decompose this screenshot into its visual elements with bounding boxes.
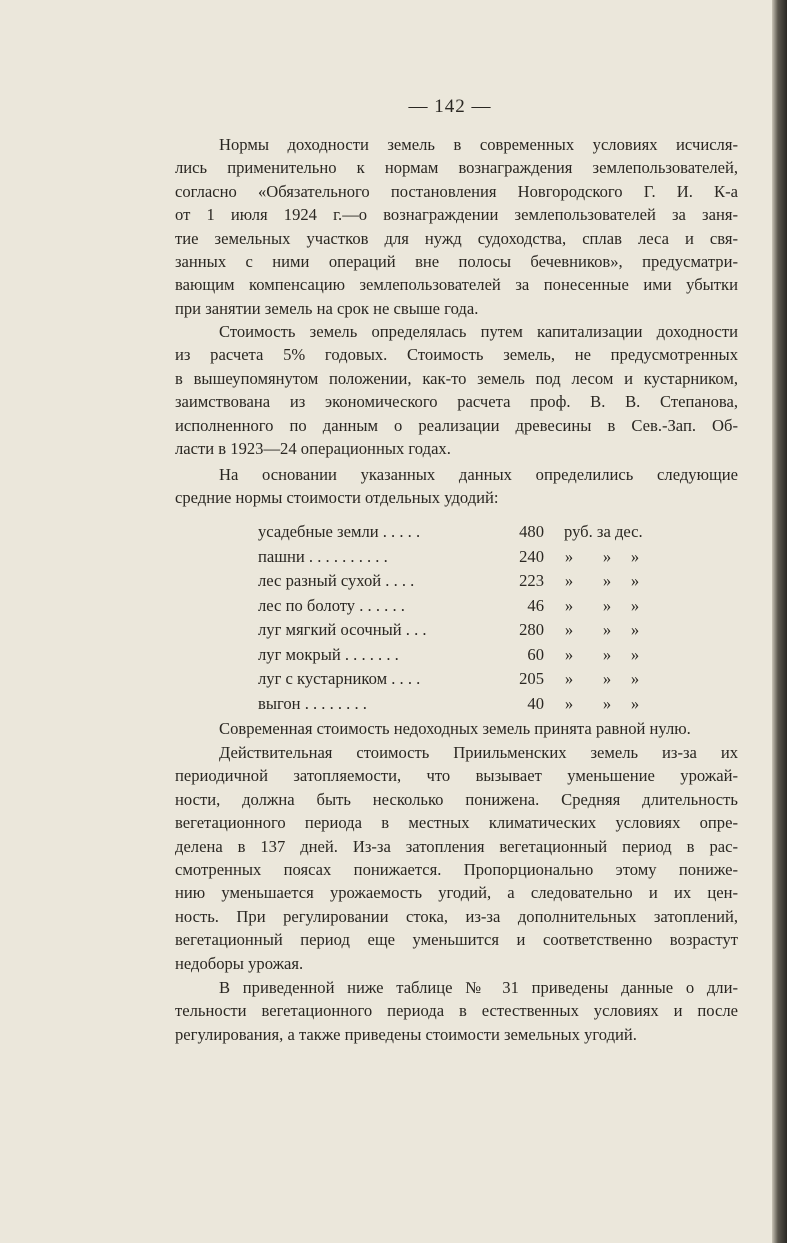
ditto-mark: »: [602, 669, 612, 688]
ditto-mark: »: [564, 571, 574, 590]
land-type: пашни . . . . . . . . . .: [258, 546, 388, 566]
paragraph-table-reference: [175, 976, 738, 1046]
paragraph-land-cost: [175, 320, 738, 460]
ditto-mark: »: [630, 620, 640, 639]
ditto-mark: »: [630, 571, 640, 590]
table-row: [258, 520, 658, 545]
land-type: усадебные земли . . . . .: [258, 522, 421, 541]
text-line: тельности вегетационного периода в естественных условиях и после: [175, 1001, 738, 1021]
book-spine-edge: [772, 0, 787, 1243]
text-line: Стоимость земель определялась путем капитализации доходности: [219, 322, 738, 341]
text-line: заимствована из экономического расчета проф. В. В. Степанова,: [175, 392, 738, 412]
text-line: регулирования, а также приведены стоимости земельных угодий.: [175, 1024, 637, 1044]
land-type: луг с кустарником . . . .: [258, 669, 421, 688]
ditto-mark: »: [630, 595, 640, 615]
text-line: недоборы урожая.: [175, 953, 304, 973]
ditto-mark: »: [564, 693, 574, 713]
table-row: [258, 643, 658, 668]
cost-value: 40: [527, 693, 544, 713]
cost-unit: руб. за дес.: [564, 522, 643, 541]
cost-value: 223: [519, 571, 544, 590]
cost-value: 240: [519, 546, 544, 566]
table-row: [258, 545, 658, 570]
text-line: вегетационного периода в местных климатических условиях опре-: [175, 813, 738, 833]
ditto-mark: »: [564, 546, 574, 566]
page-number: — 142 —: [408, 96, 492, 117]
land-type: луг мягкий осочный . . .: [258, 620, 427, 639]
text-line: из расчета 5% годовых. Стоимость земель, не предусмотренных: [175, 345, 738, 365]
cost-value: 46: [527, 595, 544, 615]
ditto-mark: »: [630, 669, 640, 688]
table-row: [258, 692, 658, 717]
ditto-mark: »: [630, 693, 640, 713]
ditto-mark: »: [602, 644, 612, 664]
text-line: ности, должна быть несколько понижена. Средняя длительность: [175, 789, 738, 809]
table-row: [258, 569, 658, 594]
paragraph-actual-cost: [175, 741, 738, 975]
table-row: [258, 667, 658, 692]
text-line: вающим компенсацию землепользователей за понесенные ими убытки: [175, 275, 738, 295]
ditto-mark: »: [564, 644, 574, 664]
text-line: лись применительно к нормам вознаграждения землепользователей,: [175, 158, 738, 178]
text-line: ласти в 1923—24 операционных годах.: [175, 439, 451, 459]
cost-value: 205: [519, 669, 544, 688]
ditto-mark: »: [630, 546, 640, 566]
land-type: луг мокрый . . . . . . .: [258, 644, 399, 664]
text-line: от 1 июля 1924 г.—о вознаграждении землепользователей за заня-: [175, 205, 738, 225]
text-line: периодичной затопляемости, что вызывает уменьшение урожай-: [175, 766, 738, 786]
paragraph-norms-intro: [175, 463, 738, 510]
text-line: в вышеупомянутом положении, как-то земель под лесом и кустарником,: [175, 368, 738, 388]
text-line: На основании указанных данных определились следующие: [219, 465, 738, 484]
ditto-mark: »: [630, 644, 640, 664]
paragraph-non-income-lands: [175, 717, 738, 740]
land-type: лес по болоту . . . . . .: [258, 595, 405, 615]
text-line: тие земельных участков для нужд судоходства, сплав леса и свя-: [175, 228, 738, 248]
text-line: нию уменьшается урожаемость угодий, а следовательно и их цен-: [175, 883, 738, 903]
text-line: средние нормы стоимости отдельных удодий:: [175, 488, 499, 508]
land-type: лес разный сухой . . . .: [258, 571, 415, 590]
paragraph-income-norms: [175, 133, 738, 320]
text-line: вегетационный период еще уменьшится и соответственно возрастут: [175, 930, 738, 950]
text-line: занных с ними операций вне полосы бечевников», предусматри-: [175, 252, 738, 272]
ditto-mark: »: [564, 669, 574, 688]
ditto-mark: »: [602, 595, 612, 615]
table-row: [258, 594, 658, 619]
text-line: В приведенной ниже таблице № 31 приведены данные о дли-: [219, 978, 738, 997]
text-line: смотренных поясах понижается. Пропорционально этому пониже-: [175, 860, 738, 880]
cost-value: 60: [527, 644, 544, 664]
text-line: согласно «Обязательного постановления Новгородского Г. И. К-а: [175, 181, 738, 201]
table-row: [258, 618, 658, 643]
ditto-mark: »: [564, 620, 574, 639]
text-line: Действительная стоимость Приильменских земель из-за их: [219, 743, 738, 762]
text-line: Нормы доходности земель в современных условиях исчисля-: [219, 135, 738, 154]
text-line: ность. При регулировании стока, из-за дополнительных затоплений,: [175, 906, 738, 926]
text-line: исполненного по данным о реализации древесины в Сев.-Зап. Об-: [175, 415, 738, 435]
text-line: при занятии земель на срок не свыше года.: [175, 298, 479, 318]
text-line: Современная стоимость недоходных земель принята равной нулю.: [219, 719, 691, 738]
ditto-mark: »: [564, 595, 574, 615]
ditto-mark: »: [602, 546, 612, 566]
ditto-mark: »: [602, 571, 612, 590]
ditto-mark: »: [602, 693, 612, 713]
text-line: делена в 137 дней. Из-за затопления вегетационный период в рас-: [175, 836, 738, 856]
cost-value: 480: [519, 522, 544, 541]
cost-value: 280: [519, 620, 544, 639]
land-type: выгон . . . . . . . .: [258, 693, 367, 713]
ditto-mark: »: [602, 620, 612, 639]
land-cost-norms-table: [258, 520, 658, 716]
